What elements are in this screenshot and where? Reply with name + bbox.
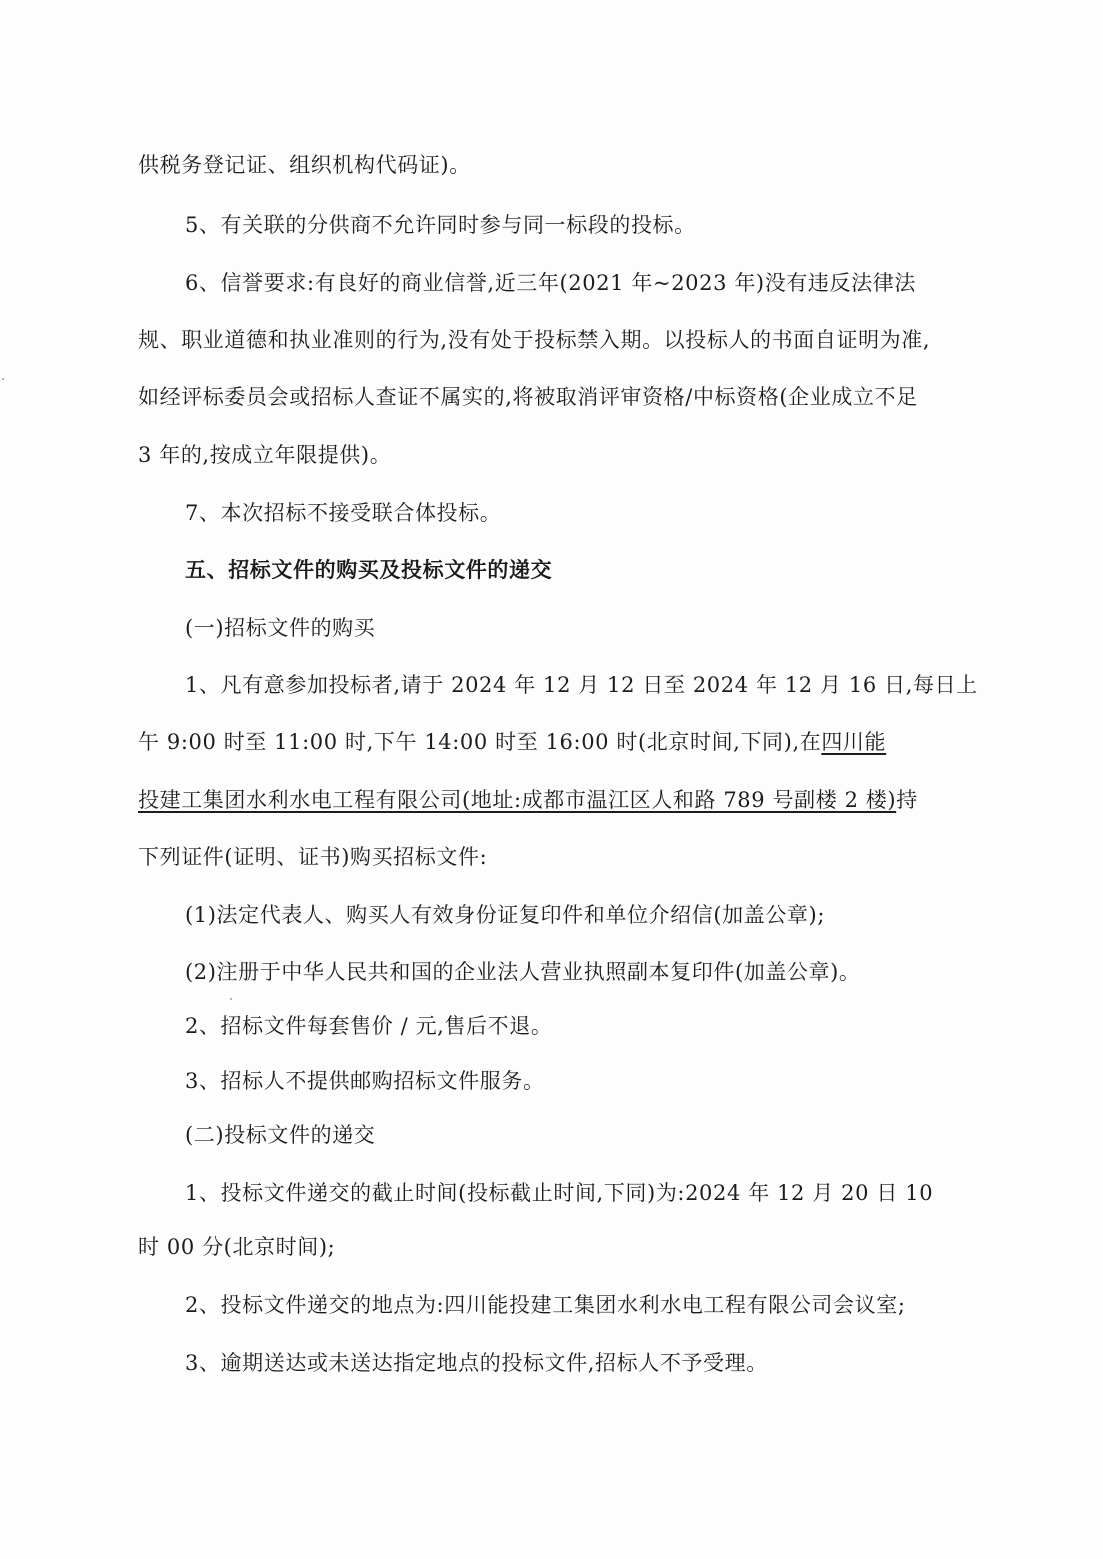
- text-line-16: 2、招标文件每套售价 / 元,售后不退。: [185, 1014, 553, 1038]
- text-line-20: 时 00 分(北京时间);: [138, 1235, 336, 1259]
- text-line-7: 7、本次招标不接受联合体投标。: [185, 501, 502, 525]
- section-heading: 五、招标文件的购买及投标文件的递交: [185, 557, 553, 582]
- text-line-5: 如经评标委员会或招标人查证不属实的,将被取消评审资格/中标资格(企业成立不足: [138, 385, 918, 409]
- text-line-3: 6、信誉要求:有良好的商业信誉,近三年(2021 年~2023 年)没有违反法律法: [185, 271, 916, 295]
- text-line-13: 下列证件(证明、证书)购买招标文件:: [138, 845, 488, 869]
- text-line-21: 2、投标文件递交的地点为:四川能投建工集团水利水电工程有限公司会议室;: [185, 1293, 906, 1317]
- text-line-12: [138, 785, 918, 815]
- text-line-4: 规、职业道德和执业准则的行为,没有处于投标禁入期。以投标人的书面自证明为准,: [138, 328, 931, 352]
- underlined-company-address: 投建工集团水利水电工程有限公司(地址:成都市温江区人和路 789 号副楼 2 楼): [138, 788, 897, 812]
- text-line-17: 3、招标人不提供邮购招标文件服务。: [185, 1069, 545, 1093]
- text-line-19: 1、投标文件递交的截止时间(投标截止时间,下同)为:2024 年 12 月 20 日 10: [185, 1181, 934, 1205]
- underlined-company-start: 四川能: [821, 730, 887, 754]
- text-line-12-end: 持: [896, 788, 918, 812]
- text-line-14: (1)法定代表人、购买人有效身份证复印件和单位介绍信(加盖公章);: [185, 903, 826, 927]
- text-line-2: 5、有关联的分供商不允许同时参与同一标段的投标。: [185, 213, 696, 237]
- text-line-6: 3 年的,按成立年限提供)。: [138, 443, 392, 467]
- text-line-10: 1、凡有意参加投标者,请于 2024 年 12 月 12 日至 2024 年 12 月 16 日,每日上: [185, 673, 978, 697]
- scan-artifact-dot: [230, 998, 232, 1000]
- subsection-heading-1: (一)招标文件的购买: [185, 616, 376, 640]
- text-line-15: (2)注册于中华人民共和国的企业法人营业执照副本复印件(加盖公章)。: [185, 960, 861, 984]
- text-line-11: [138, 727, 886, 757]
- scan-artifact-dot: [2, 378, 4, 380]
- text-line-11-main: 午 9:00 时至 11:00 时,下午 14:00 时至 16:00 时(北京时间,下同),在: [138, 730, 822, 754]
- text-line-22: 3、逾期送达或未送达指定地点的投标文件,招标人不予受理。: [185, 1351, 768, 1375]
- text-line-1: 供税务登记证、组织机构代码证)。: [138, 153, 471, 177]
- subsection-heading-2: (二)投标文件的递交: [185, 1123, 376, 1147]
